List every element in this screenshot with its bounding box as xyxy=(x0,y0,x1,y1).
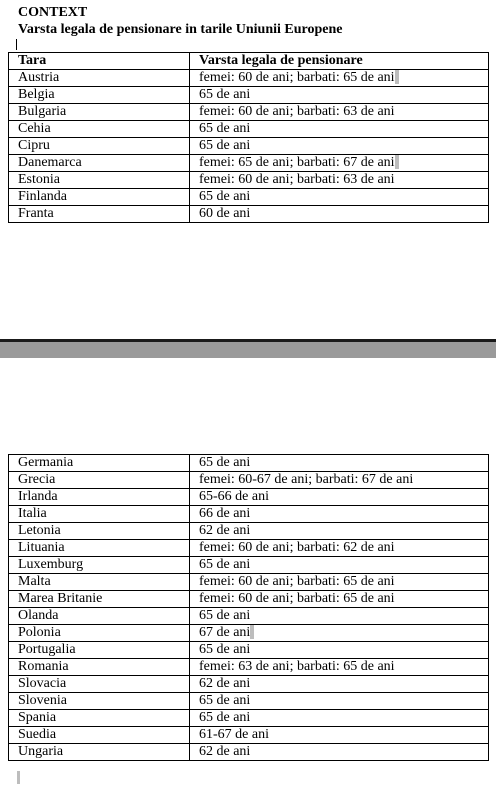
table-row xyxy=(9,455,489,472)
table-row xyxy=(9,744,489,761)
country-cell[interactable]: Cipru xyxy=(9,138,190,155)
end-of-cell-marker xyxy=(395,155,399,169)
retirement-age-text: 62 de ani xyxy=(199,676,251,691)
retirement-age-text: 67 de ani xyxy=(199,625,251,640)
country-cell[interactable]: Marea Britanie xyxy=(9,591,190,608)
table-header-row xyxy=(9,53,489,70)
retirement-age-cell[interactable] xyxy=(190,676,489,693)
table-row xyxy=(9,138,489,155)
country-cell[interactable]: Spania xyxy=(9,710,190,727)
country-cell[interactable]: Estonia xyxy=(9,172,190,189)
end-of-cell-marker xyxy=(250,625,254,639)
retirement-age-text: 65 de ani xyxy=(199,557,251,572)
table-row xyxy=(9,608,489,625)
retirement-age-cell[interactable] xyxy=(190,625,489,642)
table-row xyxy=(9,540,489,557)
retirement-age-cell[interactable] xyxy=(190,189,489,206)
country-cell[interactable]: Austria xyxy=(9,70,190,87)
document-subtitle: Varsta legala de pensionare in tarile Uniunii Europene xyxy=(18,22,343,37)
table-row xyxy=(9,155,489,172)
country-cell[interactable]: Franta xyxy=(9,206,190,223)
pension-age-table-part-1 xyxy=(8,52,489,223)
retirement-age-cell[interactable] xyxy=(190,523,489,540)
country-cell[interactable]: Luxemburg xyxy=(9,557,190,574)
table-row xyxy=(9,523,489,540)
context-heading: CONTEXT xyxy=(18,5,88,20)
table-row xyxy=(9,591,489,608)
retirement-age-cell[interactable] xyxy=(190,87,489,104)
retirement-age-text: 65 de ani xyxy=(199,121,251,136)
retirement-age-text: femei: 60 de ani; barbati: 63 de ani xyxy=(199,172,395,187)
table-row xyxy=(9,557,489,574)
pension-age-table-part-2 xyxy=(8,454,489,761)
retirement-age-text: 62 de ani xyxy=(199,523,251,538)
retirement-age-cell[interactable] xyxy=(190,591,489,608)
retirement-age-text: 66 de ani xyxy=(199,506,251,521)
country-cell[interactable]: Bulgaria xyxy=(9,104,190,121)
retirement-age-text: femei: 60 de ani; barbati: 63 de ani xyxy=(199,104,395,119)
retirement-age-cell[interactable] xyxy=(190,155,489,172)
retirement-age-cell[interactable] xyxy=(190,489,489,506)
retirement-age-text: femei: 63 de ani; barbati: 65 de ani xyxy=(199,659,395,674)
country-cell[interactable]: Romania xyxy=(9,659,190,676)
retirement-age-text: femei: 65 de ani; barbati: 67 de ani xyxy=(199,155,395,170)
table-row xyxy=(9,659,489,676)
header-country[interactable]: Tara xyxy=(9,53,190,70)
country-cell[interactable]: Germania xyxy=(9,455,190,472)
retirement-age-text: 65 de ani xyxy=(199,642,251,657)
country-cell[interactable]: Cehia xyxy=(9,121,190,138)
document-page-1 xyxy=(0,0,496,339)
table-row xyxy=(9,676,489,693)
country-cell[interactable]: Ungaria xyxy=(9,744,190,761)
country-cell[interactable]: Slovacia xyxy=(9,676,190,693)
retirement-age-cell[interactable] xyxy=(190,104,489,121)
table-row xyxy=(9,87,489,104)
table-row xyxy=(9,489,489,506)
retirement-age-cell[interactable] xyxy=(190,472,489,489)
retirement-age-cell[interactable] xyxy=(190,121,489,138)
retirement-age-text: 65-66 de ani xyxy=(199,489,269,504)
retirement-age-cell[interactable] xyxy=(190,727,489,744)
retirement-age-text: 60 de ani xyxy=(199,206,251,221)
country-cell[interactable]: Finlanda xyxy=(9,189,190,206)
retirement-age-cell[interactable] xyxy=(190,506,489,523)
retirement-age-cell[interactable] xyxy=(190,710,489,727)
country-cell[interactable]: Malta xyxy=(9,574,190,591)
document-page-2 xyxy=(0,358,496,787)
retirement-age-cell[interactable] xyxy=(190,70,489,87)
table-row xyxy=(9,70,489,87)
retirement-age-text: 65 de ani xyxy=(199,608,251,623)
table-row xyxy=(9,727,489,744)
retirement-age-cell[interactable] xyxy=(190,206,489,223)
retirement-age-cell[interactable] xyxy=(190,574,489,591)
table-row xyxy=(9,189,489,206)
table-row xyxy=(9,104,489,121)
retirement-age-text: 65 de ani xyxy=(199,138,251,153)
retirement-age-cell[interactable] xyxy=(190,659,489,676)
retirement-age-cell[interactable] xyxy=(190,642,489,659)
table-row xyxy=(9,506,489,523)
retirement-age-text: femei: 60 de ani; barbati: 65 de ani xyxy=(199,70,395,85)
page-break-separator xyxy=(0,339,496,358)
selection-marker xyxy=(17,771,20,784)
retirement-age-cell[interactable] xyxy=(190,138,489,155)
table-row xyxy=(9,206,489,223)
retirement-age-text: femei: 60 de ani; barbati: 62 de ani xyxy=(199,540,395,555)
retirement-age-text: 61-67 de ani xyxy=(199,727,269,742)
retirement-age-cell[interactable] xyxy=(190,693,489,710)
table-row xyxy=(9,642,489,659)
table-row xyxy=(9,472,489,489)
table-row xyxy=(9,710,489,727)
country-cell[interactable]: Italia xyxy=(9,506,190,523)
retirement-age-text: 65 de ani xyxy=(199,87,251,102)
table-row xyxy=(9,121,489,138)
country-cell[interactable]: Grecia xyxy=(9,472,190,489)
retirement-age-cell[interactable] xyxy=(190,540,489,557)
retirement-age-cell[interactable] xyxy=(190,557,489,574)
country-cell[interactable]: Letonia xyxy=(9,523,190,540)
country-cell[interactable]: Lituania xyxy=(9,540,190,557)
retirement-age-text: femei: 60-67 de ani; barbati: 67 de ani xyxy=(199,472,414,487)
retirement-age-cell[interactable] xyxy=(190,744,489,761)
header-retirement-age[interactable]: Varsta legala de pensionare xyxy=(190,53,489,70)
retirement-age-text: 65 de ani xyxy=(199,455,251,470)
retirement-age-text: 65 de ani xyxy=(199,189,251,204)
country-cell[interactable]: Olanda xyxy=(9,608,190,625)
text-cursor[interactable] xyxy=(16,39,17,50)
retirement-age-cell[interactable] xyxy=(190,172,489,189)
retirement-age-text: femei: 60 de ani; barbati: 65 de ani xyxy=(199,591,395,606)
retirement-age-text: 65 de ani xyxy=(199,710,251,725)
country-cell[interactable]: Slovenia xyxy=(9,693,190,710)
retirement-age-text: 62 de ani xyxy=(199,744,251,759)
retirement-age-cell[interactable] xyxy=(190,455,489,472)
country-cell[interactable]: Portugalia xyxy=(9,642,190,659)
country-cell[interactable]: Suedia xyxy=(9,727,190,744)
retirement-age-text: femei: 60 de ani; barbati: 65 de ani xyxy=(199,574,395,589)
retirement-age-cell[interactable] xyxy=(190,608,489,625)
country-cell[interactable]: Irlanda xyxy=(9,489,190,506)
table-row xyxy=(9,693,489,710)
table-row xyxy=(9,172,489,189)
end-of-cell-marker xyxy=(395,70,399,84)
table-row xyxy=(9,625,489,642)
country-cell[interactable]: Belgia xyxy=(9,87,190,104)
retirement-age-text: 65 de ani xyxy=(199,693,251,708)
country-cell[interactable]: Polonia xyxy=(9,625,190,642)
country-cell[interactable]: Danemarca xyxy=(9,155,190,172)
table-row xyxy=(9,574,489,591)
